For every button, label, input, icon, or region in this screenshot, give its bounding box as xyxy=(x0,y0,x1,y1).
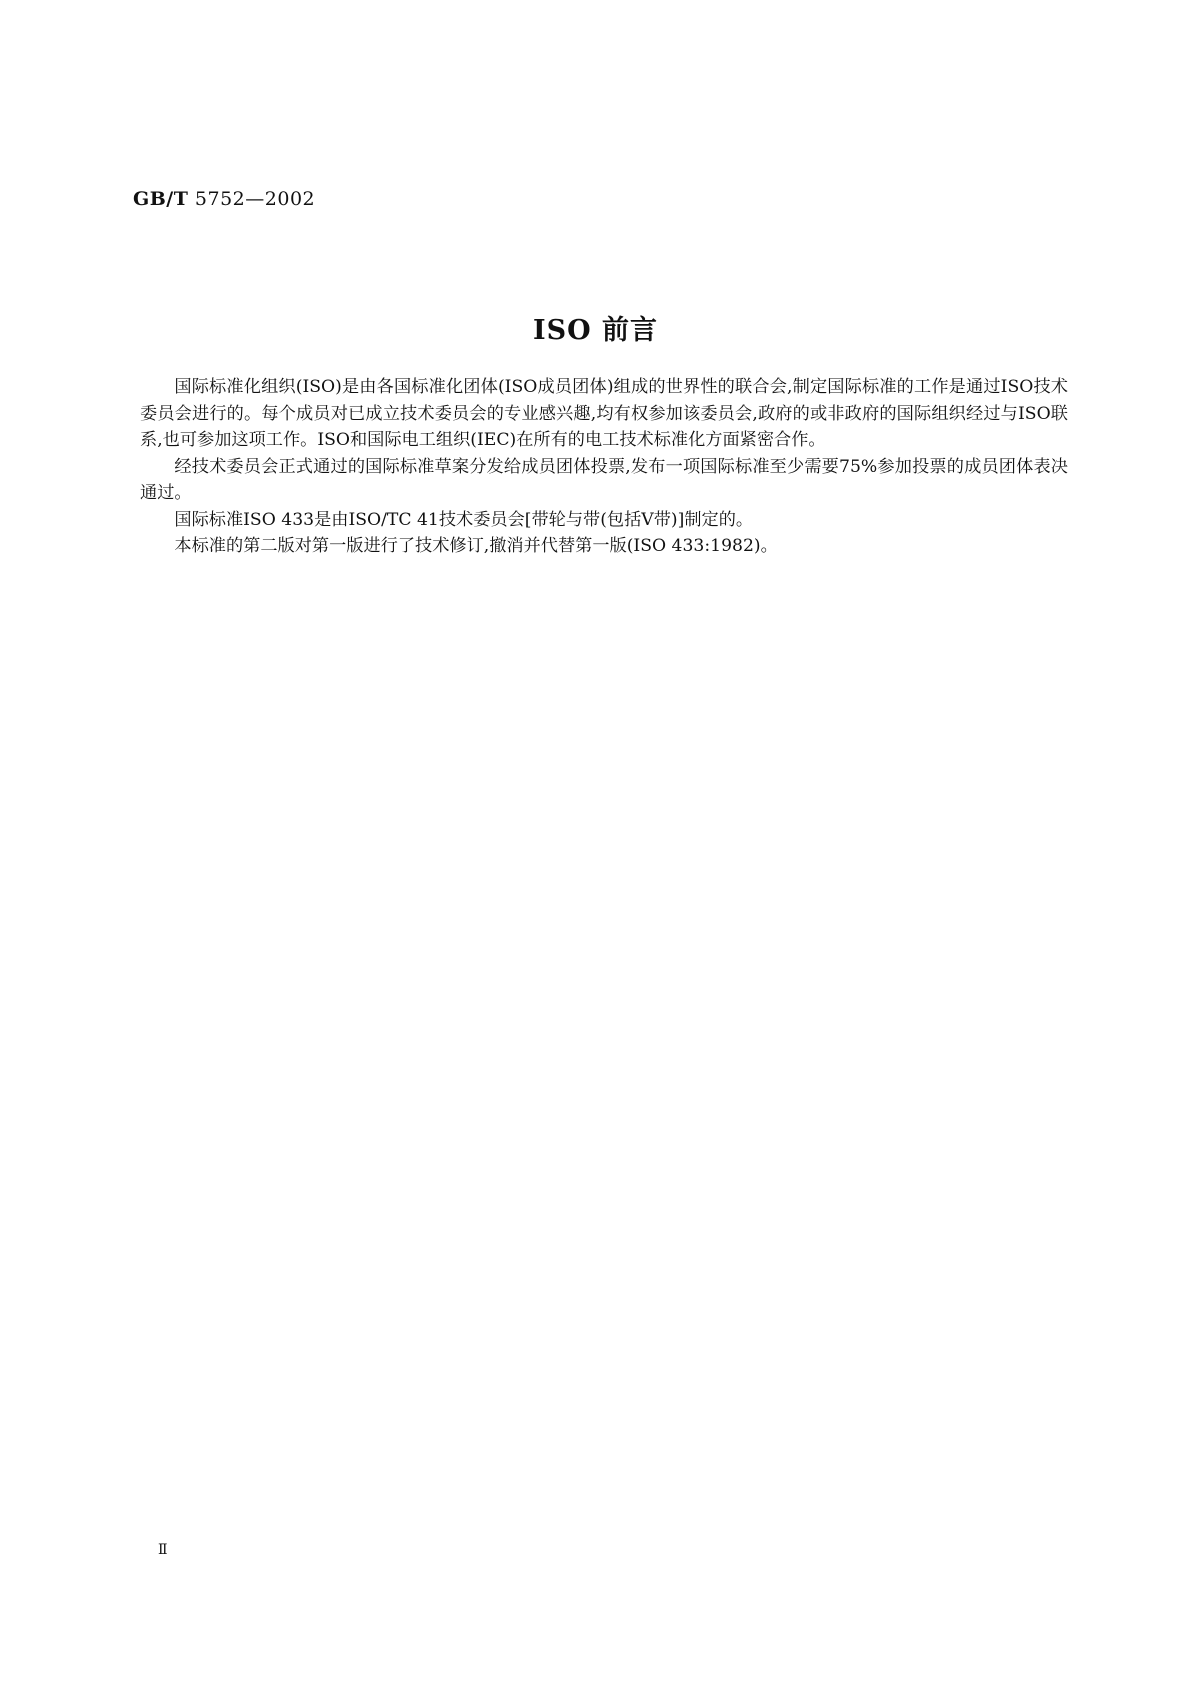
page-title: ISO 前言 xyxy=(532,315,659,346)
paragraph-voting: 经技术委员会正式通过的国际标准草案分发给成员团体投票,发布一项国际标准至少需要75%参加投票的成员团体表决通过。 xyxy=(140,456,1068,503)
paragraph-iso-intro: 国际标准化组织(ISO)是由各国标准化团体(ISO成员团体)组成的世界性的联合会,制定国际标准的工作是通过ISO技术委员会进行的。每个成员对已成立技术委员会的专业感兴趣,均有权参加该委员会,政府的或非政府的国际组织经过与ISO联系,也可参加这项工作。ISO和国际电工组织(IEC)在所有的电工技术标准化方面紧密合作。 xyxy=(140,377,1068,450)
standard-code xyxy=(133,188,315,210)
standard-prefix: GB/T xyxy=(133,188,189,210)
paragraph-committee: 国际标准ISO 433是由ISO/TC 41技术委员会[带轮与带(包括V带)]制定的。 xyxy=(174,509,754,530)
page-number: Ⅱ xyxy=(158,1542,168,1558)
foreword-body xyxy=(140,374,1068,560)
standard-number: 5752—2002 xyxy=(194,188,316,210)
paragraph-edition: 本标准的第二版对第一版进行了技术修订,撤消并代替第一版(ISO 433:1982)。 xyxy=(174,536,778,556)
